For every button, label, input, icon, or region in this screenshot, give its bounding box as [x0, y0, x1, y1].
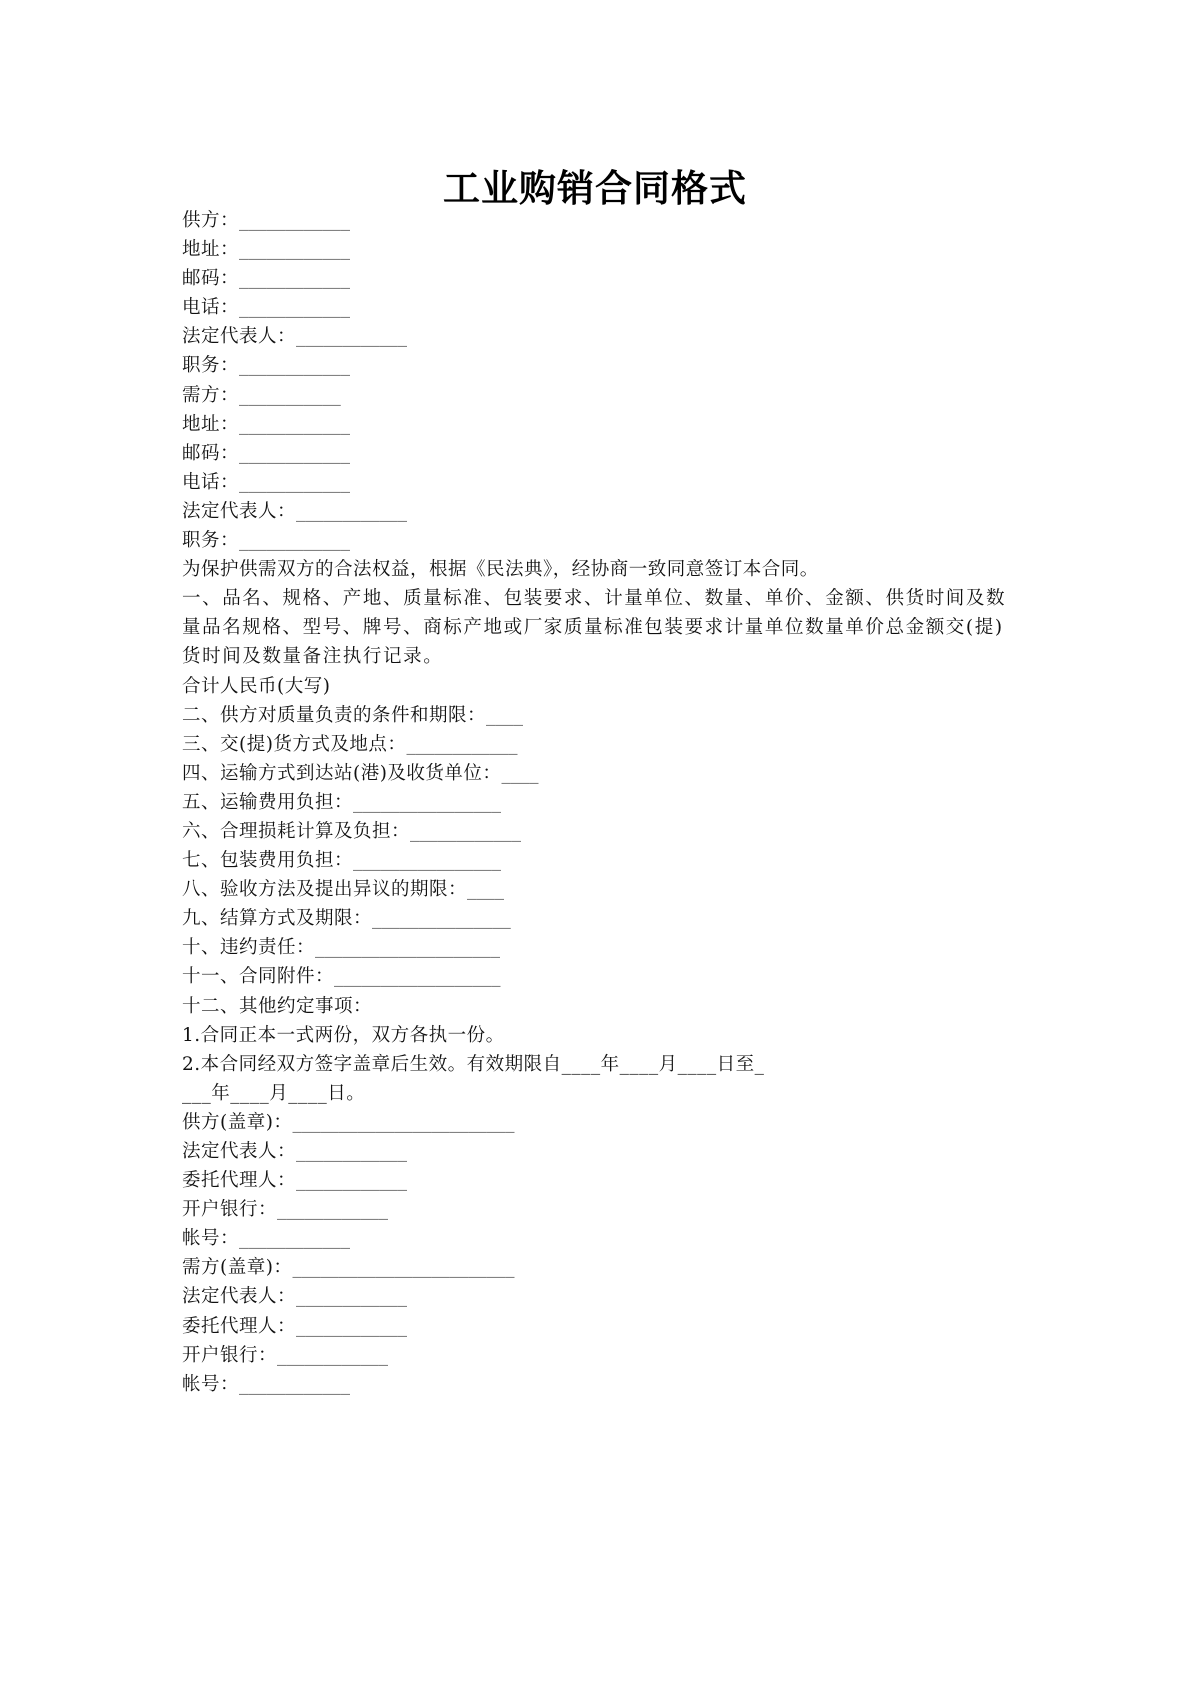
supplier-sign-bank — [182, 1195, 1022, 1224]
field-label: 开户银行： — [182, 1344, 278, 1366]
fill-blank: ________________ — [353, 850, 502, 872]
fill-blank: ____________ — [239, 530, 351, 552]
clause-8 — [182, 875, 1022, 904]
fill-blank: ____________ — [296, 1315, 408, 1337]
fill-blank: ____________ — [410, 820, 522, 842]
field-label: 邮码： — [182, 268, 240, 290]
clause-label: 七、包装费用负担： — [182, 850, 354, 872]
fill-blank: ____________ — [239, 210, 351, 231]
clause-label: 九、结算方式及期限： — [182, 908, 373, 930]
supplier-sign-legal-rep — [182, 1137, 1022, 1166]
fill-blank: ____________ — [277, 1344, 389, 1366]
fill-blank: ____________ — [239, 471, 351, 493]
fill-blank: ____________ — [296, 1141, 408, 1162]
buyer-phone-field — [182, 468, 1022, 497]
clause-label: 三、交(提)货方式及地点： — [182, 733, 407, 755]
field-label: 地址： — [182, 413, 240, 435]
fill-blank: ____________ — [239, 297, 351, 319]
fill-blank: ____________ — [296, 500, 408, 522]
field-label: 帐号： — [182, 1373, 240, 1395]
field-label: 邮码： — [182, 442, 240, 464]
clause-label: 十、违约责任： — [182, 937, 316, 959]
fill-blank: ____________ — [239, 442, 351, 464]
clause-7 — [182, 846, 1022, 875]
fill-blank: ____________ — [239, 1373, 351, 1395]
clause-11 — [182, 962, 1022, 991]
clause-label: 六、合理损耗计算及负担： — [182, 820, 411, 842]
clause-label: 二、供方对质量负责的条件和期限： — [182, 704, 487, 726]
fill-blank: _______________ — [372, 908, 511, 930]
clause-12-item-1: 1.合同正本一式两份，双方各执一份。 — [182, 1024, 505, 1046]
field-label: 电话： — [182, 471, 240, 493]
field-label: 电话： — [182, 297, 240, 319]
field-label: 法定代表人： — [182, 326, 297, 348]
buyer-name-field — [182, 381, 1022, 410]
supplier-seal-field — [182, 1108, 1022, 1137]
buyer-sign-agent — [182, 1312, 1022, 1341]
fill-blank: ____ — [486, 704, 524, 726]
supplier-postcode-field — [182, 264, 1022, 293]
field-label: 需方(盖章)： — [182, 1257, 293, 1279]
field-label: 需方： — [182, 384, 240, 406]
buyer-sign-bank — [182, 1341, 1022, 1370]
supplier-name-field — [182, 206, 1022, 235]
clause-label: 四、运输方式到达站(港)及收货单位： — [182, 762, 502, 784]
contract-body — [182, 206, 1022, 1399]
clause-12-item-2: 2.本合同经双方签字盖章后生效。有效期限自____年____月____日至_ — [182, 1053, 765, 1075]
fill-blank: ________________________ — [292, 1111, 515, 1133]
fill-blank: ____________________ — [315, 937, 501, 959]
fill-blank: ____________ — [277, 1199, 389, 1221]
supplier-sign-account — [182, 1224, 1022, 1253]
fill-blank: ____ — [501, 762, 539, 784]
field-label: 开户银行： — [182, 1199, 278, 1221]
clause-4 — [182, 759, 1022, 788]
fill-blank: ____________ — [239, 413, 351, 435]
fill-blank: ____________ — [296, 326, 408, 348]
fill-blank: ___________ — [239, 384, 341, 406]
fill-blank: ____________ — [296, 1170, 408, 1192]
clause-9 — [182, 904, 1022, 933]
field-label: 法定代表人： — [182, 1141, 297, 1162]
field-label: 职务： — [182, 355, 240, 377]
fill-blank: __________________ — [334, 966, 501, 988]
field-label: 帐号： — [182, 1228, 240, 1250]
buyer-sign-account — [182, 1370, 1022, 1399]
field-label: 委托代理人： — [182, 1170, 297, 1192]
field-label: 委托代理人： — [182, 1315, 297, 1337]
preamble: 为保护供需双方的合法权益，根据《民法典》，经协商一致同意签订本合同。 — [182, 559, 819, 581]
supplier-phone-field — [182, 293, 1022, 322]
fill-blank: ____________ — [406, 733, 518, 755]
buyer-seal-field — [182, 1253, 1022, 1282]
supplier-address-field — [182, 235, 1022, 264]
clause-2 — [182, 701, 1022, 730]
field-label: 法定代表人： — [182, 500, 297, 522]
field-label: 供方： — [182, 210, 240, 231]
clause-1: 一、品名、规格、产地、质量标准、包装要求、计量单位、数量、单价、金额、供货时间及数量品名规格、型号、牌号、商标产地或厂家质量标准包装要求计量单位数量单价总金额交(提)货时间及数量备注执行记录。 — [182, 588, 1007, 668]
buyer-sign-legal-rep — [182, 1282, 1022, 1311]
supplier-legal-rep-field — [182, 322, 1022, 351]
clause-3 — [182, 730, 1022, 759]
buyer-address-field — [182, 410, 1022, 439]
supplier-position-field — [182, 351, 1022, 380]
fill-blank: ____________ — [239, 1228, 351, 1250]
fill-blank: ____ — [467, 879, 505, 901]
fill-blank: ____________ — [296, 1286, 408, 1308]
buyer-legal-rep-field — [182, 497, 1022, 526]
clause-6 — [182, 817, 1022, 846]
field-label: 供方(盖章)： — [182, 1111, 293, 1133]
clause-label: 十一、合同附件： — [182, 966, 335, 988]
fill-blank: ____________ — [239, 239, 351, 261]
fill-blank: ____________ — [239, 355, 351, 377]
clause-10 — [182, 933, 1022, 962]
total-rmb: 合计人民币(大写) — [182, 675, 331, 697]
field-label: 法定代表人： — [182, 1286, 297, 1308]
clause-label: 八、验收方法及提出异议的期限： — [182, 879, 468, 901]
fill-blank: ________________________ — [292, 1257, 515, 1279]
field-label: 职务： — [182, 530, 240, 552]
fill-blank: ____________ — [239, 268, 351, 290]
field-label: 地址： — [182, 239, 240, 261]
buyer-postcode-field — [182, 439, 1022, 468]
fill-blank: ________________ — [353, 791, 502, 813]
buyer-position-field — [182, 526, 1022, 555]
clause-12-heading: 十二、其他约定事项： — [182, 995, 373, 1017]
clause-label: 五、运输费用负担： — [182, 791, 354, 813]
clause-5 — [182, 788, 1022, 817]
supplier-sign-agent — [182, 1166, 1022, 1195]
document-title: 工业购销合同格式 — [443, 167, 747, 210]
clause-12-item-2-cont: ___年____月____日。 — [182, 1082, 366, 1104]
